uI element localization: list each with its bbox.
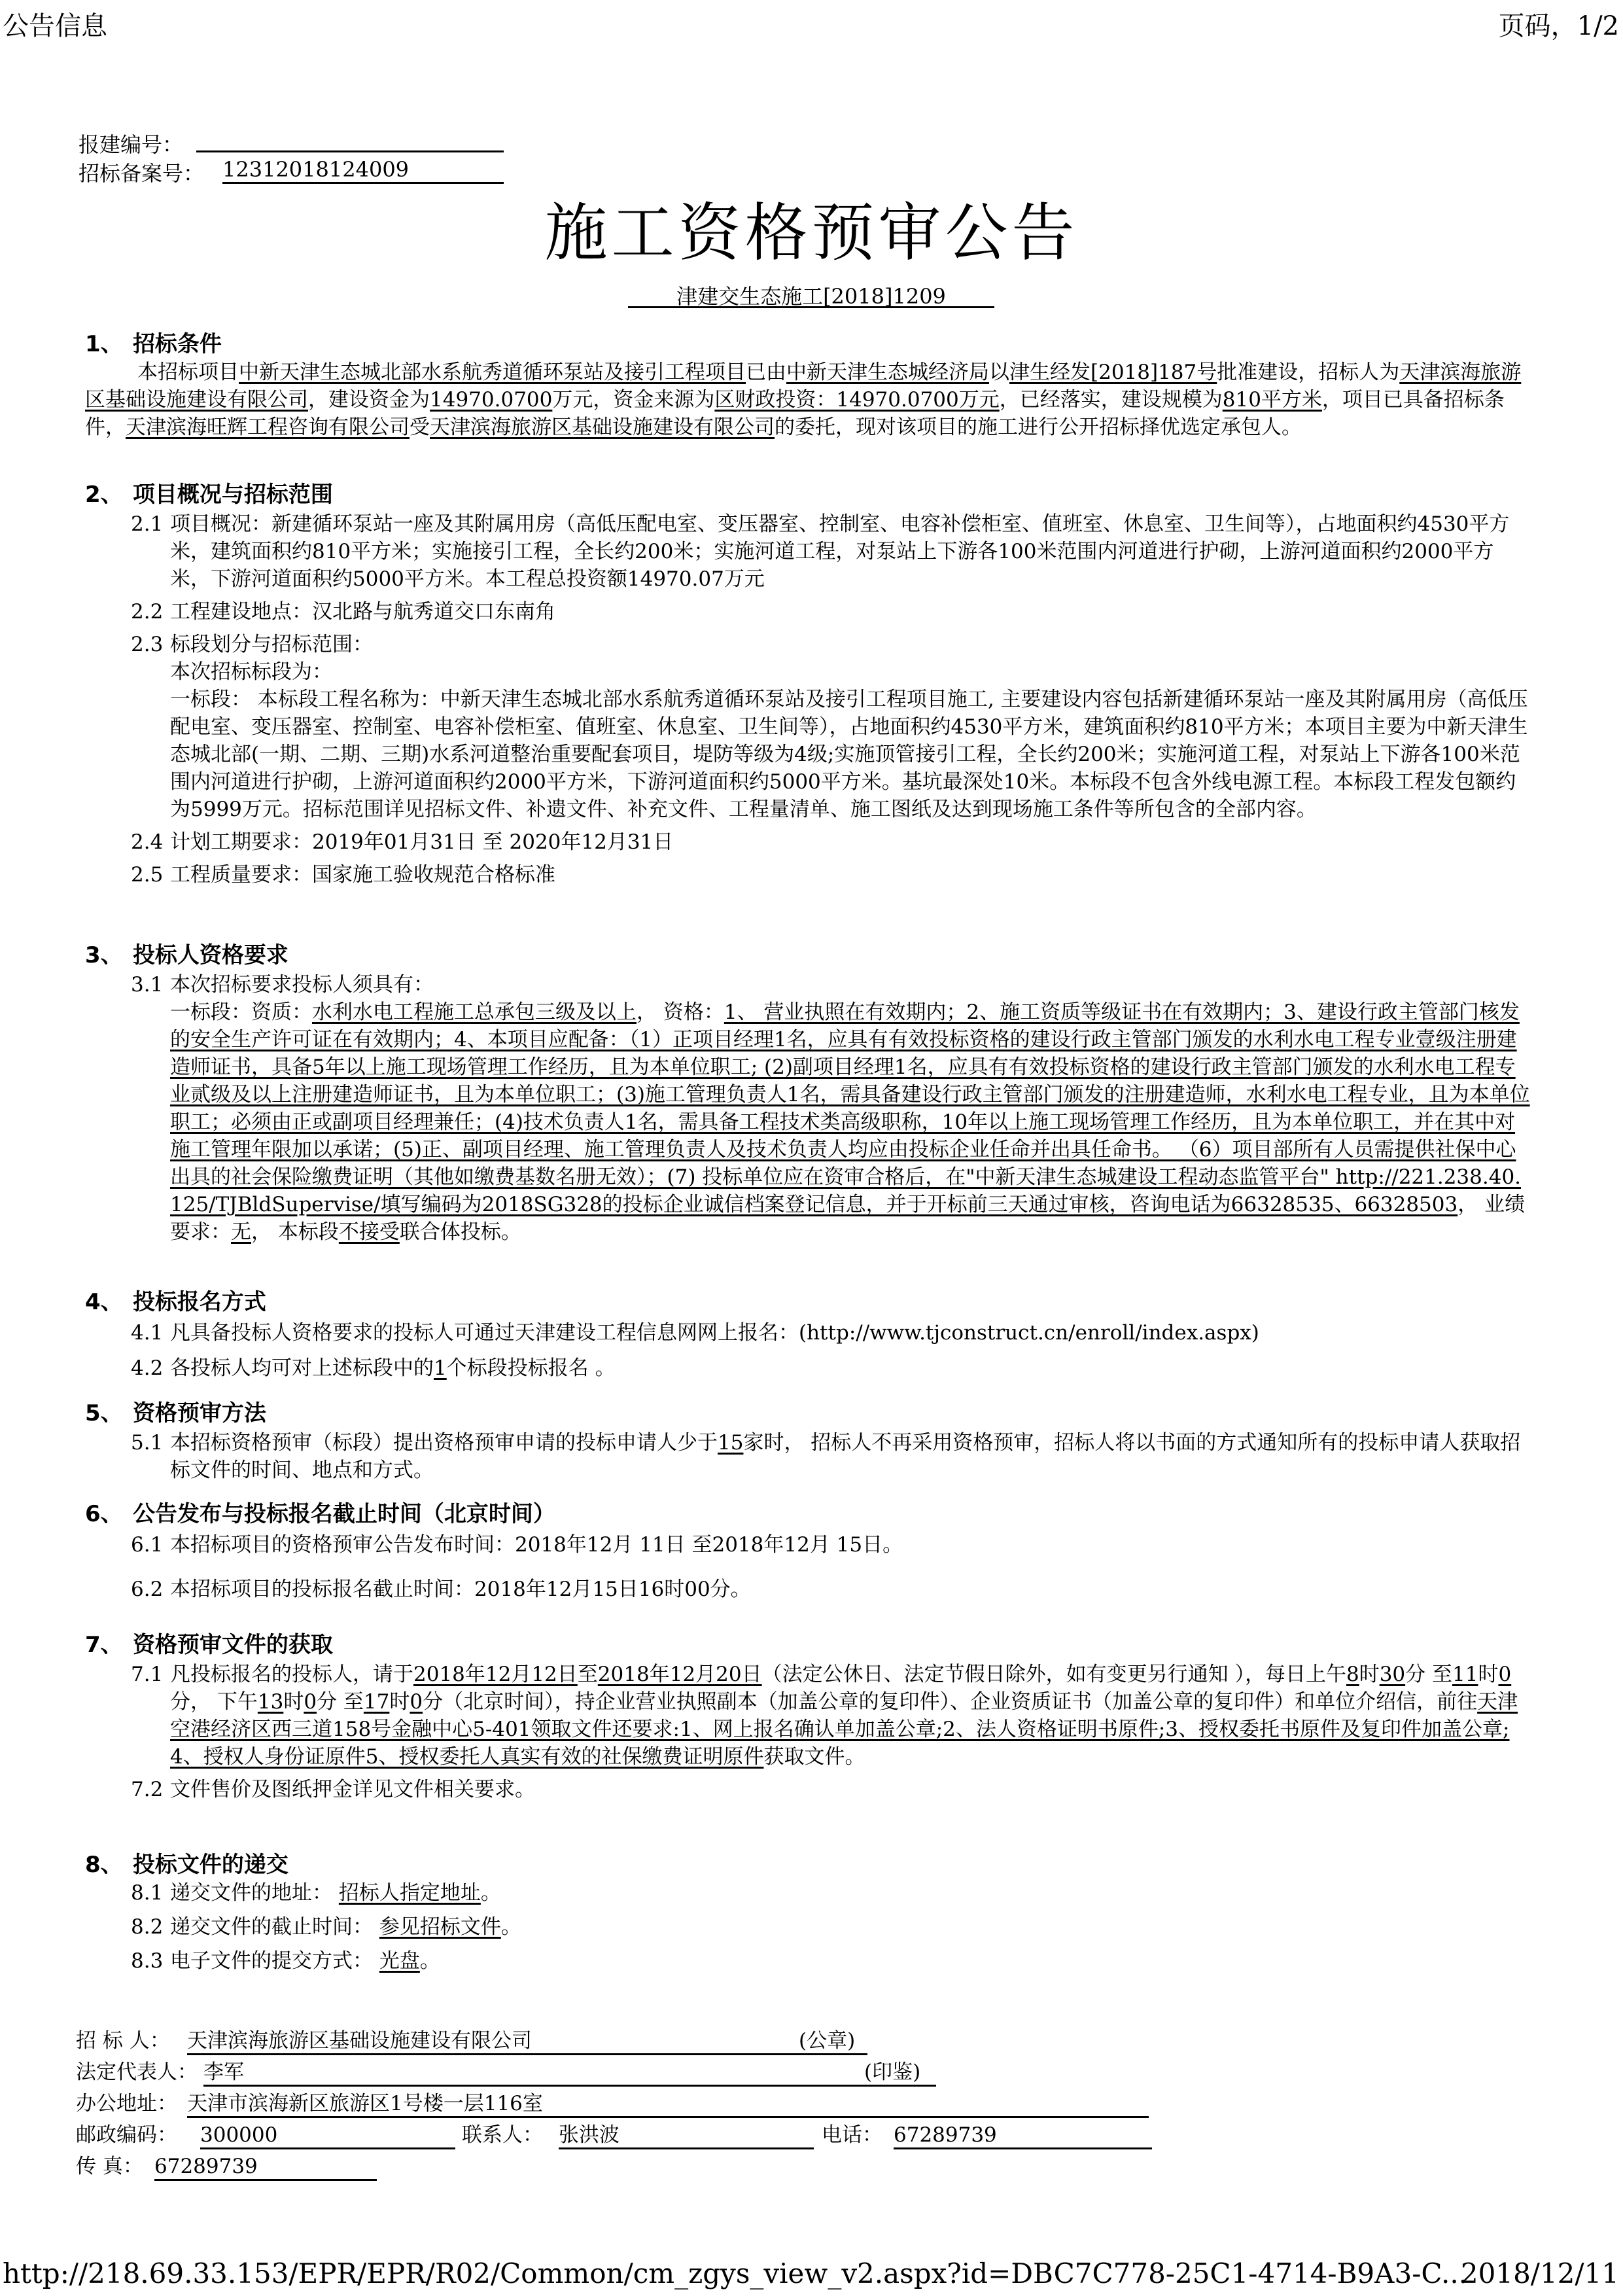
s5-t51a: 本招标资格预审（标段）提出资格预审申请的投标申请人少于 xyxy=(170,1431,718,1455)
s1-scale: 810平方米 xyxy=(1222,388,1322,412)
s7-t71f: 时 xyxy=(1478,1663,1499,1686)
s1-t10: 的委托，现对该项目的施工进行公开招标择优选定承包人。 xyxy=(775,415,1302,439)
item-number: 4.2 xyxy=(131,1356,164,1380)
s8-t81a: 递交文件的地址： xyxy=(170,1881,332,1905)
s7-t71c: （法定公休日、法定节假日除外，如有变更另行通知 ），每日上午 xyxy=(761,1663,1346,1686)
s1-t1: 本招标项目 xyxy=(137,361,239,384)
s7-pickup-place: 天津空港经济区西三道158号金融中心5-401领取文件还要求:1、网上报名确认单加盖公章;2、法人资格证明书原件;3、授权委托书原件及复印件加盖公章;4、授权人身份证原件5、授权委托人真实有效的社保缴费证明原件 xyxy=(170,1690,1518,1769)
s7-t71i: 分 至 xyxy=(317,1690,364,1714)
address-value: 天津市滨海新区旅游区1号楼一层116室 xyxy=(187,2090,1149,2118)
section-6-heading xyxy=(85,1496,555,1528)
s3-performance: 无 xyxy=(231,1220,251,1244)
s7-t71b: 至 xyxy=(577,1663,598,1686)
item-2-3 xyxy=(131,631,1537,658)
baojian-field xyxy=(79,128,510,158)
s7-pm-min-end: 0 xyxy=(410,1690,423,1714)
address-label: 办公地址： xyxy=(76,2092,177,2115)
item-2-1 xyxy=(131,510,1537,593)
item-number: 2.4 xyxy=(131,830,164,854)
section-8-body xyxy=(131,1879,1531,1975)
s7-end-date: 2018年12月20日 xyxy=(597,1663,762,1686)
s1-approver: 中新天津生态城经济局 xyxy=(786,361,989,384)
section-3-heading xyxy=(85,937,288,969)
doc-number: 津建交生态施工[2018]1209 xyxy=(628,280,994,308)
item-number: 2.3 xyxy=(131,633,164,656)
item-7-2 xyxy=(131,1776,1537,1803)
s7-t71h: 时 xyxy=(283,1690,304,1714)
s1-t2: 已由 xyxy=(746,361,786,384)
beian-value: 12312018124009 xyxy=(222,157,504,184)
s1-approval-no: 津生经发[2018]187号 xyxy=(1009,361,1217,384)
section-number: 7、 xyxy=(85,1632,123,1658)
s1-t7: ，已经落实，建设规模为 xyxy=(999,388,1223,412)
footer-rep-row xyxy=(76,2058,1450,2087)
item-number: 8.1 xyxy=(131,1881,164,1905)
s7-t71d: 时 xyxy=(1359,1663,1380,1686)
section-title: 项目概况与招标范围 xyxy=(132,482,333,508)
s7-t71l: 获取文件。 xyxy=(763,1745,865,1769)
section-number: 8、 xyxy=(85,1852,123,1878)
item-2-4 xyxy=(131,828,1537,856)
item-number: 3.1 xyxy=(131,973,164,997)
s5-t51b: 家时， 招标人不再采用资格预审，招标人将以书面的方式通知所有的投标申请人获取招标文件的时间、地点和方式。 xyxy=(170,1431,1521,1482)
footer-url: http://218.69.33.153/EPR/EPR/R02/Common/cm_zgys_view_v2.aspx?id=DBC7C778-25C1-4714-B9A3-C... xyxy=(3,2257,1468,2289)
item-2-5 xyxy=(131,861,1537,889)
s1-tenderee: 天津滨海旅游区基础设施建设有限公司 xyxy=(85,361,1522,412)
s3-t31c: ， 业绩要求： xyxy=(170,1193,1526,1244)
s1-t8: ，项目已具备招标条件， xyxy=(85,388,1505,439)
s5-min-applicants: 15 xyxy=(718,1431,744,1455)
item-text: 项目概况：新建循环泵站一座及其附属用房（高低压配电室、变压器室、控制室、电容补偿柜室、值班室、休息室、卫生间等），占地面积约4530平方米，建筑面积约810平方米；实施接引工程，全长约200米；实施河道工程，对泵站上下游各100米范围内河道进行护砌，上游河道面积约2000平方米，下游河道面积约5000平方米。本工程总投资额14970.07万元 xyxy=(170,512,1510,591)
s7-am-hour-end: 11 xyxy=(1452,1663,1478,1686)
s8-address: 招标人指定地址 xyxy=(338,1881,481,1905)
section-title: 资格预审文件的获取 xyxy=(132,1632,333,1658)
section-1-heading xyxy=(85,326,222,358)
s1-fund: 14970.0700 xyxy=(430,388,553,412)
item-number: 6.1 xyxy=(131,1533,164,1557)
rep-label: 法定代表人： xyxy=(76,2060,198,2084)
item-number: 5.1 xyxy=(131,1431,164,1455)
section-number: 1、 xyxy=(85,331,123,357)
item-text: 工程质量要求：国家施工验收规范合格标准 xyxy=(170,863,555,887)
postcode-label: 邮政编码： xyxy=(76,2123,177,2147)
item-number: 2.1 xyxy=(131,512,164,536)
item-number: 2.2 xyxy=(131,600,164,624)
item-number: 8.2 xyxy=(131,1915,164,1939)
section-3-body xyxy=(131,971,1531,1246)
s3-t31d: ， 本标段 xyxy=(251,1220,339,1244)
item-number: 4.1 xyxy=(131,1321,164,1345)
item-text: 文件售价及图纸押金详见文件相关要求。 xyxy=(170,1778,535,1801)
section-6-body xyxy=(131,1531,1531,1603)
section-title: 招标条件 xyxy=(132,331,222,357)
s3-qualification: 水利水电工程施工总承包三级及以上 xyxy=(312,1000,637,1024)
section-1-text xyxy=(85,359,1531,441)
item-4-2 xyxy=(131,1354,1531,1382)
beian-label: 招标备案号： xyxy=(79,161,205,186)
item-text: 本招标项目的资格预审公告发布时间：2018年12月 11日 至2018年12月 15日。 xyxy=(170,1533,903,1557)
footer-contact-row xyxy=(76,2121,1450,2150)
s8-t82a: 递交文件的截止时间： xyxy=(170,1915,373,1939)
contact-value: 张洪波 xyxy=(559,2121,814,2149)
s1-project: 中新天津生态城北部水系航秀道循环泵站及接引工程项目 xyxy=(239,361,746,384)
baojian-label: 报建编号： xyxy=(79,132,184,157)
s7-pm-hour-start: 13 xyxy=(257,1690,284,1714)
s8-deadline: 参见招标文件 xyxy=(379,1915,501,1939)
s1-principal: 天津滨海旅游区基础设施建设有限公司 xyxy=(430,415,775,439)
item-text: 计划工期要求：2019年01月31日 至 2020年12月31日 xyxy=(170,830,674,854)
s3-t31a: 一标段：资质： xyxy=(170,1000,312,1024)
item-8-1 xyxy=(131,1879,1531,1907)
phone-label: 电话： xyxy=(822,2123,882,2147)
s8-dot: 。 xyxy=(500,1915,521,1939)
item-5-1 xyxy=(131,1429,1537,1484)
footer-address-row xyxy=(76,2090,1450,2119)
item-number: 7.1 xyxy=(131,1663,164,1686)
header-page-number: 页码，1/2 xyxy=(1498,11,1619,41)
section-2-heading xyxy=(85,476,333,508)
s1-fund-source: 区财政投资：14970.0700万元 xyxy=(714,388,1000,412)
s7-am-min-start: 30 xyxy=(1379,1663,1406,1686)
seal-note: (公章) xyxy=(799,2029,856,2053)
s4-section-count: 1 xyxy=(434,1356,447,1380)
item-number: 8.3 xyxy=(131,1949,164,1973)
footer-tenderee-row xyxy=(76,2027,1450,2056)
s8-t83a: 电子文件的提交方式： xyxy=(170,1949,373,1973)
tenderee-label: 招 标 人： xyxy=(76,2029,170,2053)
s1-t5: ，建设资金为 xyxy=(308,388,430,412)
section-7-heading xyxy=(85,1627,333,1659)
rep-value: 李军 xyxy=(203,2058,936,2087)
section-number: 5、 xyxy=(85,1400,123,1426)
s1-t3: 以 xyxy=(989,361,1009,384)
s4-t42b: 个标段投标报名 。 xyxy=(446,1356,616,1380)
phone-value: 67289739 xyxy=(894,2121,1152,2149)
s7-t71a: 凡投标报名的投标人，请于 xyxy=(170,1663,413,1686)
item-6-2 xyxy=(131,1576,1531,1603)
item-2-3-a: 本次招标标段为： xyxy=(170,660,332,684)
section-number: 6、 xyxy=(85,1501,123,1527)
s3-t31e: 联合体投标。 xyxy=(399,1220,521,1244)
contact-label: 联系人： xyxy=(462,2123,543,2147)
section-5-heading xyxy=(85,1395,266,1427)
item-text: 本招标项目的投标报名截止时间：2018年12月15日16时00分。 xyxy=(170,1578,751,1601)
s8-submission-method: 光盘 xyxy=(379,1949,420,1973)
postcode-value: 300000 xyxy=(200,2121,455,2149)
item-3-1-detail xyxy=(131,998,1531,1246)
section-title: 公告发布与投标报名截止时间（北京时间） xyxy=(132,1501,555,1527)
s1-t4: 批准建设，招标人为 xyxy=(1217,361,1400,384)
section-5-body xyxy=(131,1429,1537,1484)
s8-dot: 。 xyxy=(419,1949,440,1973)
item-7-1 xyxy=(131,1661,1537,1771)
s8-dot: 。 xyxy=(480,1881,501,1905)
section-4-heading xyxy=(85,1284,266,1316)
footer-fax-row xyxy=(76,2153,1450,2181)
page-title: 施工资格预审公告 xyxy=(544,196,1079,270)
tenderee-value: 天津滨海旅游区基础设施建设有限公司 xyxy=(187,2027,867,2055)
section-title: 投标人资格要求 xyxy=(132,942,288,968)
s7-start-date: 2018年12月12日 xyxy=(413,1663,578,1686)
item-4-1 xyxy=(131,1319,1531,1347)
item-number: 6.2 xyxy=(131,1578,164,1601)
s7-t71e: 分 至 xyxy=(1405,1663,1452,1686)
s1-t6: 万元，资金来源为 xyxy=(552,388,715,412)
section-title: 投标报名方式 xyxy=(132,1289,266,1315)
section-title: 资格预审方法 xyxy=(132,1400,266,1426)
item-text: 凡具备投标人资格要求的投标人可通过天津建设工程信息网网上报名：(http://www.tjconstruct.cn/enroll/index.aspx) xyxy=(170,1321,1259,1345)
s7-am-hour-start: 8 xyxy=(1346,1663,1359,1686)
item-6-1 xyxy=(131,1531,1531,1559)
baojian-value xyxy=(196,128,504,152)
s7-am-min-end: 0 xyxy=(1498,1663,1512,1686)
section-number: 3、 xyxy=(85,942,123,968)
fax-value: 67289739 xyxy=(154,2153,377,2181)
s1-t9: 受 xyxy=(410,415,430,439)
s7-t71g: 分， 下午 xyxy=(170,1690,258,1714)
seal-note: (印鉴) xyxy=(864,2060,921,2084)
item-text: 标段划分与招标范围： xyxy=(170,633,373,656)
s1-agent: 天津滨海旺辉工程咨询有限公司 xyxy=(126,415,410,439)
section-2-body xyxy=(131,510,1537,889)
item-number: 7.2 xyxy=(131,1778,164,1801)
item-8-2 xyxy=(131,1913,1531,1941)
section-number: 2、 xyxy=(85,482,123,508)
section-4-body xyxy=(131,1319,1531,1382)
section-title: 投标文件的递交 xyxy=(132,1852,288,1878)
item-number: 2.5 xyxy=(131,863,164,887)
section-number: 4、 xyxy=(85,1289,123,1315)
s3-t31b: ， 资格： xyxy=(637,1000,724,1024)
s7-t71j: 时 xyxy=(389,1690,410,1714)
fax-label: 传 真： xyxy=(76,2155,143,2178)
s3-requirements: 1、 营业执照在有效期内；2、施工资质等级证书在有效期内；3、建设行政主管部门核发的安全生产许可证在有效期内；4、本项目应配备：（1）正项目经理1名，应具有有效投标资格的建设行政主管部门颁发的水利水电工程专业壹级注册建造师证书，具备5年以上施工现场管理工作经历，且为本单位职工; (2)副项目经理1名，应具有有效投标资格的建设行政主管部门颁发的水利水电工程专业贰级及以上注册建造师证书，且为本单位职工；(3)施工管理负责人1名，需具备建设行政主管部门颁发的注册建造师，水利水电工程专业，且为本单位职工；必须由正或副项目经理兼任；(4)技术负责人1名，需具备工程技术类高级职称，10年以上施工现场管理工作经历，且为本单位职工，并在其中对施工管理年限加以承诺；(5)正、副项目经理、施工管理负责人及技术负责人均应由投标企业任命并出具任命书。 （6）项目部所有人员需提供社保中心出具的社会保险缴费证明（其他如缴费基数名册无效）；(7) 投标单位应在资审合格后，在"中新天津生态城建设工程动态监管平台" http://221.238.40.125/TJBldSupervise/填写编码为2018SG328的投标企业诚信档案登记信息，并于开标前三天通过审核，咨询电话为66328535、66328503 xyxy=(170,1000,1530,1216)
header-left: 公告信息 xyxy=(3,11,107,41)
section-8-heading xyxy=(85,1846,288,1879)
item-text: 本次招标要求投标人须具有： xyxy=(170,973,434,997)
item-8-3 xyxy=(131,1947,1531,1975)
item-3-1 xyxy=(131,971,1531,998)
item-2-2 xyxy=(131,598,1537,626)
s7-pm-min-start: 0 xyxy=(304,1690,317,1714)
s3-consortium: 不接受 xyxy=(338,1220,400,1244)
footer-date: 2018/12/11 xyxy=(1460,2257,1619,2289)
s4-t42a: 各投标人均可对上述标段中的 xyxy=(170,1356,434,1380)
item-text: 工程建设地点：汉北路与航秀道交口东南角 xyxy=(170,600,555,624)
s7-pm-hour-end: 17 xyxy=(363,1690,390,1714)
s7-t71k: 分（北京时间），持企业营业执照副本（加盖公章的复印件）、企业资质证书（加盖公章的复印件）和单位介绍信，前往 xyxy=(423,1690,1478,1714)
item-2-3-b: 一标段： 本标段工程名称为：中新天津生态城北部水系航秀道循环泵站及接引工程项目施工, 主要建设内容包括新建循环泵站一座及其附属用房（高低压配电室、变压器室、控制室、电容补偿柜室、值班室、休息室、卫生间等），占地面积约4530平方米，建筑面积约810平方米；本项目主要为中新天津生态城北部(一期、二期、三期)水系河道整治重要配套项目，堤防等级为4级;实施顶管接引工程，全长约200米；实施河道工程，对泵站上下游各100米范围内河道进行护砌，上游河道面积约2000平方米，下游河道面积约5000平方米。基坑最深处10米。本标段不包含外线电源工程。本标段工程发包额约为5999万元。招标范围详见招标文件、补遗文件、补充文件、工程量清单、施工图纸及达到现场施工条件等所包含的全部内容。 xyxy=(170,688,1528,821)
section-7-body xyxy=(131,1661,1537,1803)
